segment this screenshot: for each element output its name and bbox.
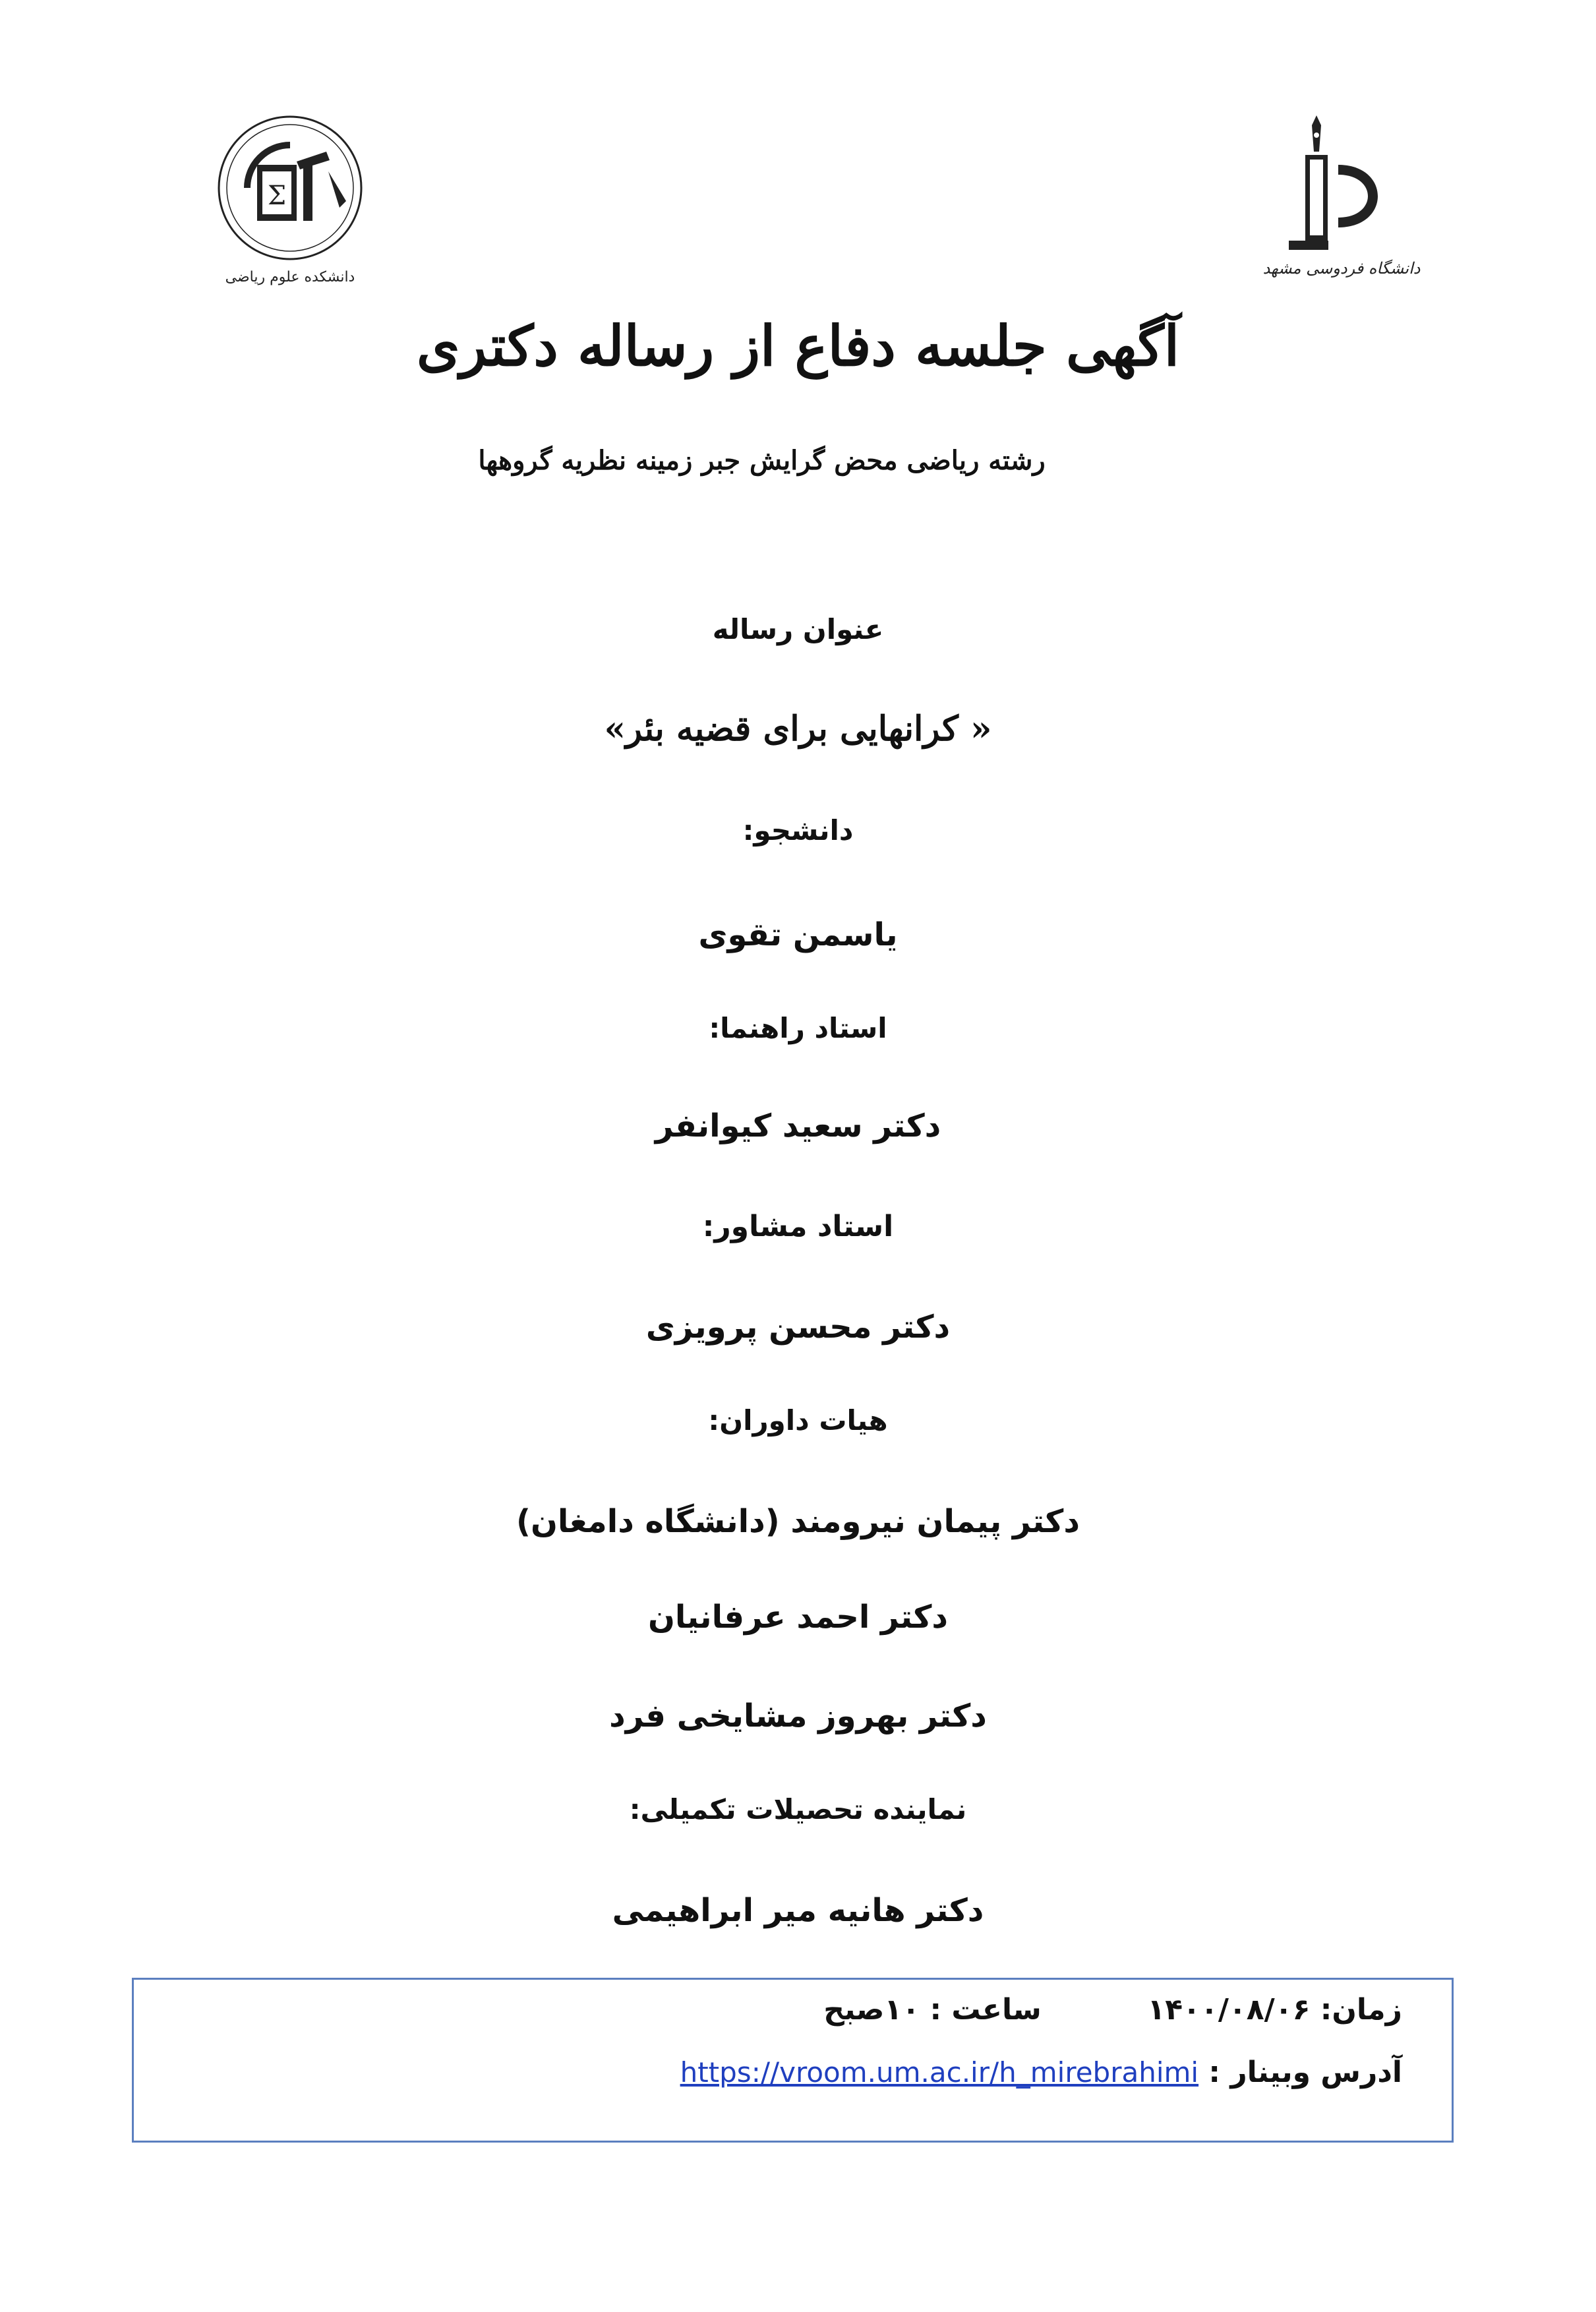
thesis-title: « کرانهایی برای قضیه بئر»: [604, 709, 992, 749]
time-row: [823, 1993, 1402, 2027]
session-info-box: [132, 1978, 1454, 2143]
svg-text:دانشکده علوم ریاضی: دانشکده علوم ریاضی: [225, 269, 355, 285]
jury-member: دکتر پیمان نیرومند (دانشگاه دامغان): [516, 1503, 1080, 1540]
advisor-name: دکتر محسن پرویزی: [645, 1309, 951, 1346]
supervisor-label: استاد راهنما:: [709, 1012, 887, 1044]
webinar-link[interactable]: https://vroom.um.ac.ir/h_mirebrahimi: [680, 2056, 1199, 2089]
graduate-rep-label: نماینده تحصیلات تکمیلی:: [629, 1793, 967, 1825]
advisor-label: استاد مشاور:: [702, 1210, 894, 1243]
supervisor-name: دکتر سعید کیوانفر: [655, 1108, 941, 1144]
time-label: ساعت :: [930, 1993, 1042, 2027]
student-label: دانشجو:: [742, 814, 854, 846]
svg-text:Σ: Σ: [267, 181, 287, 211]
ferdowsi-university-of-mashhad-logo: [1262, 112, 1421, 283]
time-value: ۱۰صبح: [823, 1993, 920, 2027]
date-label: زمان:: [1320, 1993, 1402, 2027]
webinar-address-label: آدرس وبینار :: [1208, 2056, 1402, 2089]
page-title: آگهی جلسه دفاع از رساله دکتری: [416, 313, 1180, 378]
graduate-rep-name: دکتر هانیه میر ابراهیمی: [612, 1892, 984, 1929]
date-value: ۱۴۰۰/۰۸/۰۶: [1147, 1993, 1311, 2027]
svg-text:دانشگاه فردوسی مشهد: دانشگاه فردوسی مشهد: [1262, 259, 1421, 278]
thesis-title-label: عنوان رساله: [712, 613, 884, 645]
address-row: [680, 2056, 1402, 2089]
jury-label: هیات داوران:: [708, 1404, 888, 1437]
jury-member: دکتر احمد عرفانیان: [647, 1599, 949, 1636]
faculty-of-mathematical-sciences-logo: [211, 109, 369, 297]
field-subtitle: رشته ریاضی محض گرایش جبر زمینه نظریه گروهها: [478, 445, 1046, 476]
student-name: یاسمن تقوی: [698, 916, 898, 953]
jury-member: دکتر بهروز مشایخی فرد: [609, 1698, 987, 1734]
